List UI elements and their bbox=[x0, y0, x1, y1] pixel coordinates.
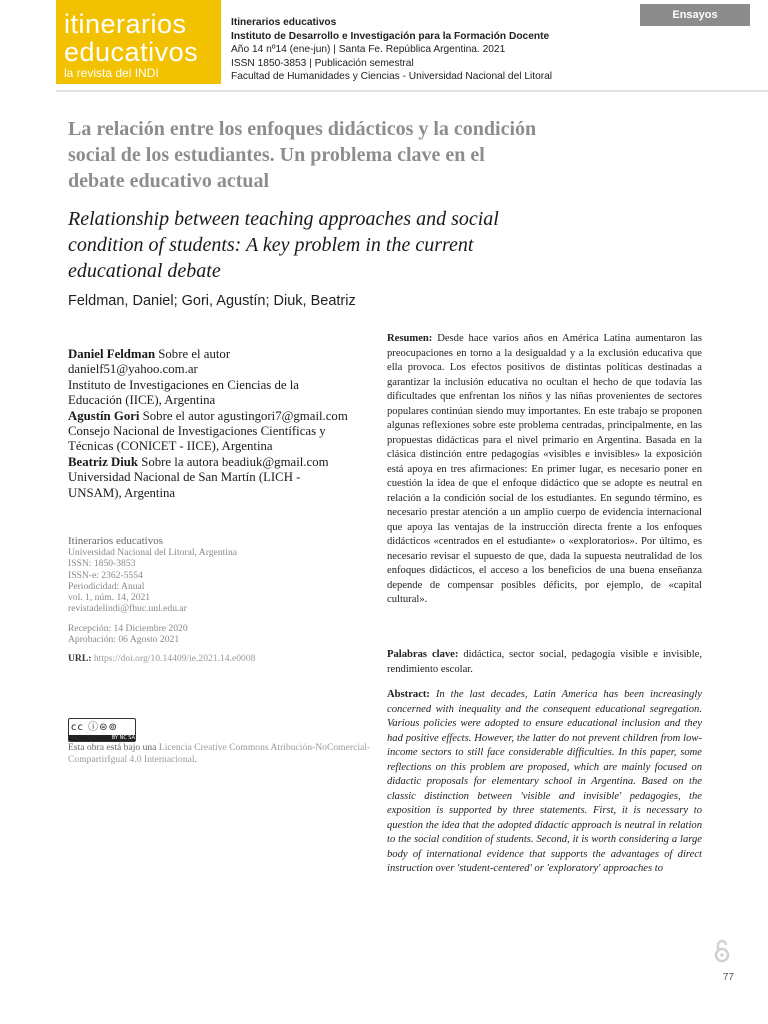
article-metadata bbox=[68, 535, 368, 665]
meta-received: Recepción: 14 Diciembre 2020 bbox=[68, 622, 188, 634]
meta-journal: Itinerarios educativos bbox=[68, 535, 163, 547]
institution-line: Técnicas (CONICET - IICE), Argentina bbox=[68, 439, 273, 454]
url-label: URL: bbox=[68, 653, 94, 665]
meta-volume: vol. 1, núm. 14, 2021 bbox=[68, 592, 151, 604]
issn-info: ISSN 1850-3853 | Publicación semestral bbox=[231, 57, 414, 69]
section-badge: Ensayos bbox=[640, 4, 750, 26]
license-suffix: . bbox=[194, 754, 197, 765]
about-author-link[interactable]: Sobre el autor bbox=[155, 347, 231, 361]
doi-link[interactable]: https://doi.org/10.14409/ie.2021.14.e0008 bbox=[93, 653, 256, 665]
meta-university: Universidad Nacional del Litoral, Argentina bbox=[68, 547, 237, 558]
header-divider bbox=[56, 90, 768, 92]
meta-issn-e: ISSN-e: 2362-5554 bbox=[68, 569, 143, 581]
institution-line: Consejo Nacional de Investigaciones Científicas y bbox=[68, 424, 326, 439]
institution-line: UNSAM), Argentina bbox=[68, 485, 176, 500]
keywords-paragraph bbox=[387, 648, 702, 677]
institute-name: Instituto de Desarrollo e Investigación para la Formación Docente bbox=[231, 30, 550, 42]
logo-tagline: la revista del INDI bbox=[64, 66, 159, 80]
resumen-label: Resumen: bbox=[387, 333, 433, 344]
journal-name: Itinerarios educativos bbox=[231, 17, 337, 28]
logo-line-2: educativos bbox=[64, 37, 199, 67]
license-prefix: Esta obra está bajo una bbox=[68, 742, 159, 753]
resumen-paragraph bbox=[387, 332, 702, 608]
faculty-info: Facultad de Humanidades y Ciencias - Universidad Nacional del Litoral bbox=[231, 71, 553, 82]
cc-icons: cc ⓘ⊜⊚ bbox=[71, 722, 118, 733]
abstract-text: In the last decades, Latin America has been increasingly concerned with inequality and the consequent educational segregation. Various policies were adopted to ensure educational inclusion and they had positive effects. However, the latter do not prevent children from low-income sectors to still face considerable difficulties. In this paper, some reflections on this problem are proposed, which are mainly focused on didactic proposals for elementary school in Argentina. Based on the classic distinction between 'visible and invisible' pedagogies, the exposition is supported by three statements. First, it is necessary to question the idea that the adopted didactic approach is neutral in relation to the social condition of students. Second, it is worth considering a large body of international evidence that supports the advantages of direct instruction over 'student-centered' or 'exploratory' approaches to bbox=[387, 689, 702, 874]
keywords-text: didáctica, sector social, pedagogía visible e invisible, rendimiento escolar. bbox=[387, 649, 703, 675]
title-spanish: La relación entre los enfoques didácticos y la condición social de los estudiantes. Un problema clave en el debate educativo actual bbox=[68, 118, 537, 192]
affiliation-3-line bbox=[68, 455, 388, 470]
cc-license-terms: BY NC SA bbox=[69, 735, 135, 741]
journal-info bbox=[231, 16, 631, 84]
spacer bbox=[68, 645, 368, 653]
spacer bbox=[68, 615, 368, 623]
about-author-link[interactable]: Sobre la autora beadiuk@gmail.com bbox=[138, 454, 329, 469]
author-affiliations bbox=[68, 347, 388, 501]
title-english: Relationship between teaching approaches and social condition of students: A key problem in the current educational debate bbox=[68, 208, 499, 282]
license-link[interactable]: Licencia Creative Commons Atribución-NoComercial-CompartirIgual 4.0 Internacional bbox=[68, 742, 371, 765]
logo-line-1: itinerarios bbox=[64, 9, 187, 39]
meta-issn: ISSN: 1850-3853 bbox=[68, 558, 136, 570]
meta-url-line bbox=[68, 653, 368, 664]
abstract-label: Abstract: bbox=[387, 689, 430, 700]
author-email[interactable]: danielf51@yahoo.com.ar bbox=[68, 362, 198, 377]
about-author-link[interactable]: Sobre el autor agustingori7@gmail.com bbox=[139, 408, 348, 423]
institution-line: Educación (IICE), Argentina bbox=[68, 393, 216, 408]
institution-line: Universidad Nacional de San Martín (LICH - bbox=[68, 470, 301, 485]
institution-line: Instituto de Investigaciones en Ciencias de la bbox=[68, 377, 299, 392]
author-list: Feldman, Daniel; Gori, Agustín; Diuk, Beatriz bbox=[68, 293, 356, 309]
affiliation-2-line bbox=[68, 409, 388, 424]
page-number: 77 bbox=[722, 972, 734, 983]
affiliation-1-line bbox=[68, 347, 388, 362]
meta-email[interactable]: revistadelindi@fhuc.unl.edu.ar bbox=[68, 603, 187, 615]
creative-commons-badge[interactable] bbox=[68, 718, 136, 742]
meta-periodicity: Periodicidad: Anual bbox=[68, 580, 145, 592]
resumen-text: Desde hace varios años en América Latina aumentaron las preocupaciones en torno a la desigualdad y a la exclusión educativa que ella provoca. Los efectos positivos de distintas políticas destinadas a garantizar la inclusión educativa no ocultan el hecho de que todavía las dificultades que enfrentan los niños y las niñas provenientes de sectores populares continúan siendo muy importantes. En este trabajo se proponen algunas reflexiones sobre este problema centradas, principalmente, en las propuestas didácticas para el nivel primario en Argentina. Basada en la clásica distinción entre pedagogías «visibles e invisibles» la exposición está apoya en tres afirmaciones: En primer lugar, es necesario poner en cuestión la idea de que el enfoque didáctico que se adopte es neutral en relación a la condición social de los estudiantes. En segundo término, es necesario prestar atención a un amplio cuerpo de evidencia internacional que apoya las ventajas de la instrucción directa frente a los enfoques didácticos «centrados en el estudiante» o «exploratorios». Por último, es necesario revisar el supuesto de que, dada la supuesta neutralidad de los enfoques didácticos, el acceso a los beneficios de una buena enseñanza depende de compensar posibles déficits, por ejemplo, de «capital cultural». bbox=[387, 333, 702, 605]
abstract-paragraph bbox=[387, 688, 702, 877]
open-access-icon bbox=[712, 938, 732, 964]
author-name: Daniel Feldman bbox=[68, 347, 156, 361]
keywords-label: Palabras clave: bbox=[387, 649, 459, 660]
journal-logo bbox=[56, 0, 221, 84]
author-name: Agustín Gori bbox=[68, 408, 140, 423]
issue-info: Año 14 nº14 (ene-jun) | Santa Fe. República Argentina. 2021 bbox=[231, 44, 506, 55]
license-statement bbox=[68, 742, 388, 766]
author-name: Beatriz Diuk bbox=[68, 454, 139, 469]
meta-approved: Aprobación: 06 Agosto 2021 bbox=[68, 634, 180, 646]
